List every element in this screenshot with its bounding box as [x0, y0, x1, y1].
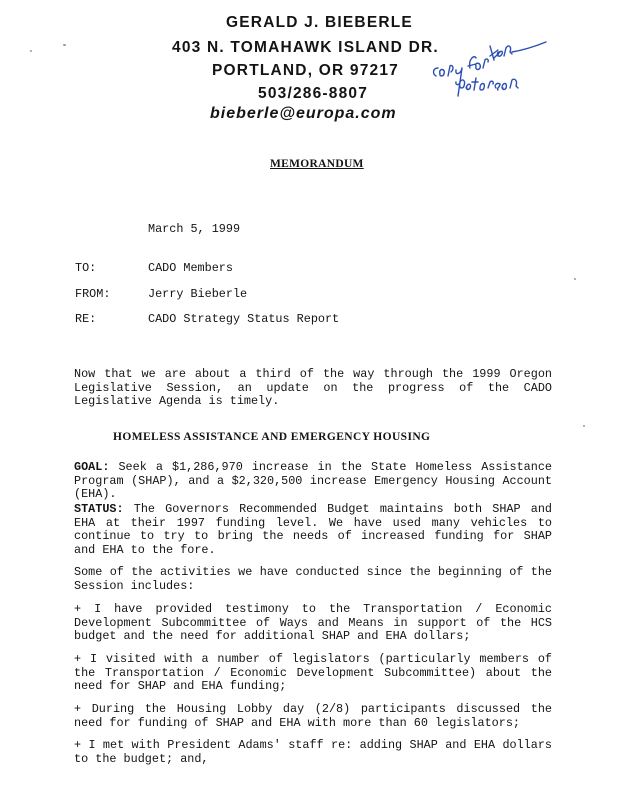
goal-paragraph [74, 461, 552, 502]
letterhead-city: PORTLAND, OR 97217 [212, 62, 399, 79]
scan-speck [574, 278, 576, 280]
status-text: The Governors Recommended Budget maintains both SHAP and EHA at their 1997 funding level. We have used many vehicles to continue to try to bring the needs of increased funding for SHAP and EHA to the fore. [74, 502, 552, 557]
re-label: RE: [75, 312, 97, 326]
letterhead-email: bieberle@europa.com [210, 105, 397, 122]
scan-speck [583, 425, 585, 427]
to-label: TO: [75, 261, 97, 275]
activity-item: + During the Housing Lobby day (2/8) participants discussed the need for funding of SHAP and EHA with more than 60 legislators; [74, 702, 552, 730]
memo-date: March 5, 1999 [148, 222, 241, 236]
letterhead-name: GERALD J. BIEBERLE [226, 14, 413, 31]
scan-speck [30, 50, 32, 52]
to-value: CADO Members [148, 261, 233, 275]
letterhead-phone: 503/286-8807 [258, 85, 369, 102]
memo-title: MEMORANDUM [270, 158, 364, 170]
status-label: STATUS: [74, 502, 124, 516]
letterhead-street: 403 N. TOMAHAWK ISLAND DR. [172, 39, 439, 56]
status-paragraph [74, 503, 552, 557]
activity-item: + I met with President Adams' staff re: adding SHAP and EHA dollars to the budget; and, [74, 738, 552, 766]
section-heading: HOMELESS ASSISTANCE AND EMERGENCY HOUSING [113, 431, 431, 443]
activity-item: + I visited with a number of legislators (particularly members of the Transportation / Economic Development Subcommittee) about the need for SHAP and EHA funding; [74, 652, 552, 694]
intro-paragraph: Now that we are about a third of the way through the 1999 Oregon Legislative Session, an update on the progress of the CADO Legislative Agenda is timely. [74, 367, 552, 409]
handwritten-note [428, 30, 548, 100]
from-label: FROM: [75, 287, 111, 301]
scan-speck [63, 44, 66, 46]
goal-label: GOAL: [74, 460, 110, 474]
from-value: Jerry Bieberle [148, 287, 248, 301]
re-value: CADO Strategy Status Report [148, 312, 340, 326]
goal-text: Seek a $1,286,970 increase in the State Homeless Assistance Program (SHAP), and a $2,320,500 increase Emergency Housing Account (EHA). [74, 460, 552, 502]
activities-intro: Some of the activities we have conducted since the beginning of the Session includes: [74, 565, 552, 593]
activity-item: + I have provided testimony to the Transportation / Economic Development Subcommittee of Ways and Means in support of the HCS budget and the need for additional SHAP and EHA dollars; [74, 602, 552, 644]
